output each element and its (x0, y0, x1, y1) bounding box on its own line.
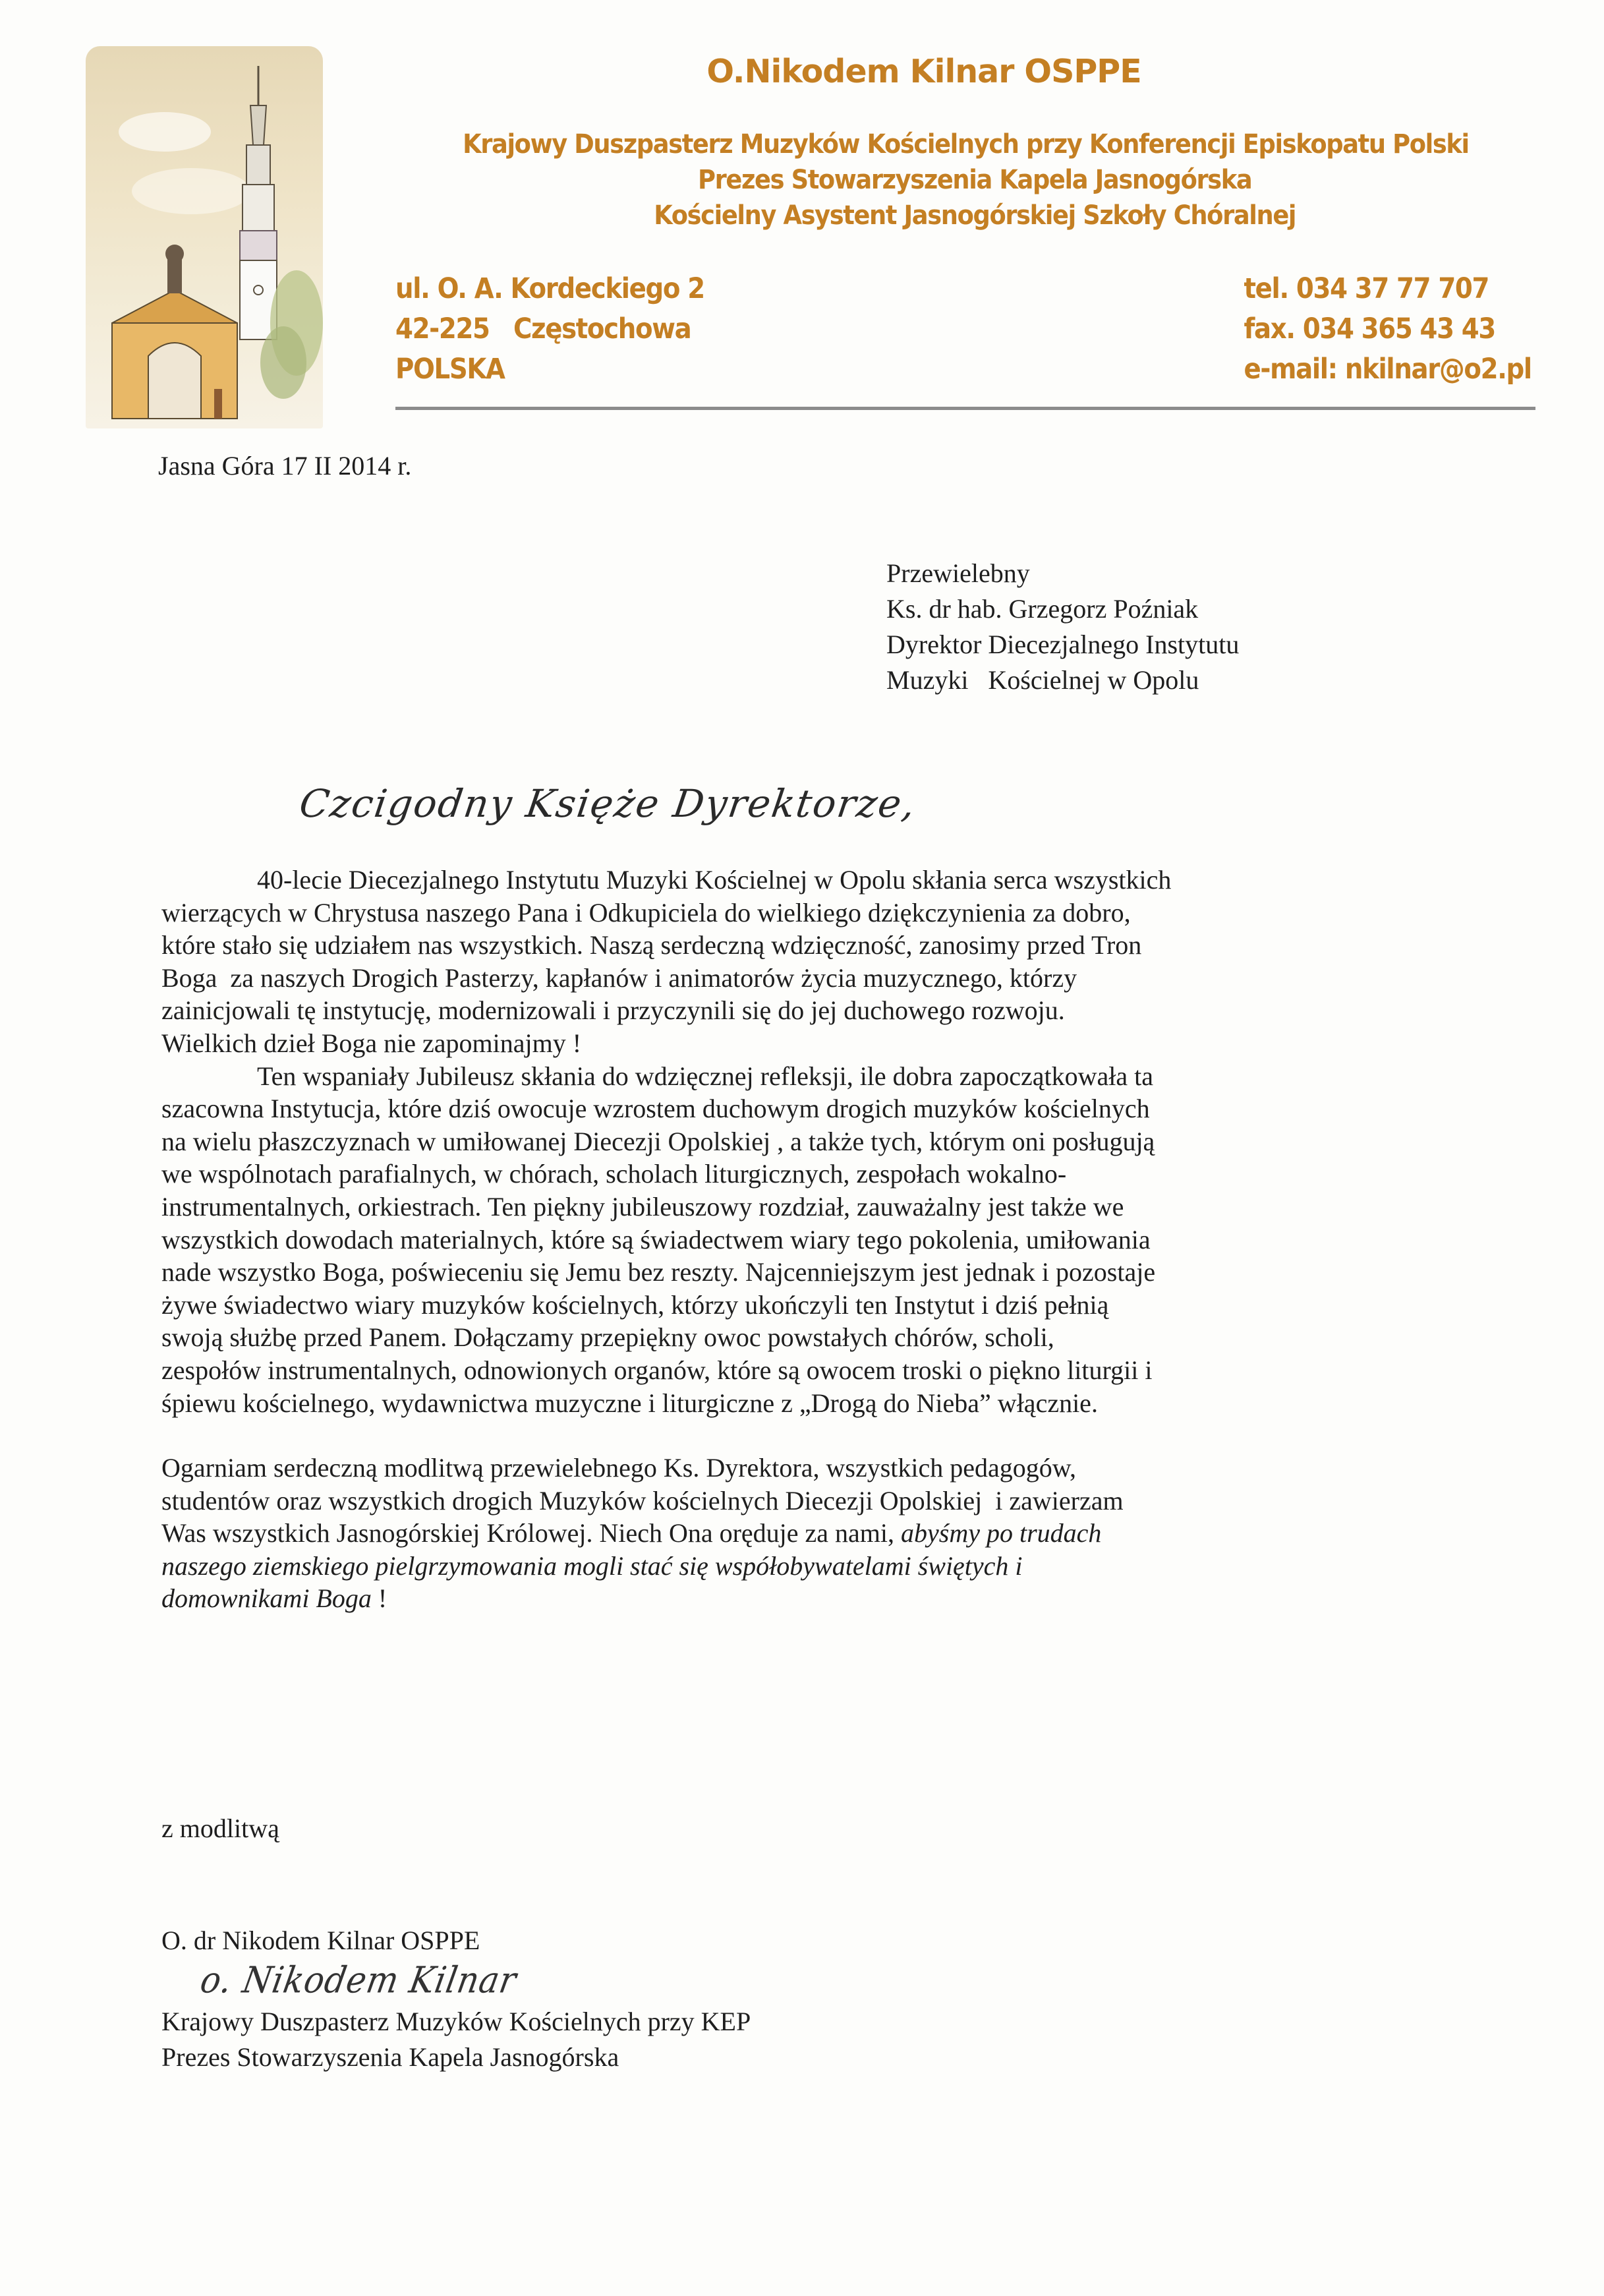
signatory-name: O. dr Nikodem Kilnar OSPPE (161, 1926, 480, 1955)
recipient-line: Muzyki Kościelnej w Opolu (886, 665, 1199, 695)
body-line: swoją służbę przed Panem. Dołączamy przepiękny owoc powstałych chórów, scholi, (161, 1322, 1054, 1353)
recipient-line: Ks. dr hab. Grzegorz Poźniak (886, 594, 1199, 624)
body-line: Ten wspaniały Jubileusz skłania do wdzięcznej refleksji, ile dobra zapoczątkowała ta (257, 1061, 1153, 1091)
letterhead-title-1: Krajowy Duszpasterz Muzyków Kościelnych przy Konferencji Episkopatu Polski (463, 129, 1469, 160)
signatory-role: Prezes Stowarzyszenia Kapela Jasnogórska (161, 2042, 619, 2072)
letterhead-title-2: Prezes Stowarzyszenia Kapela Jasnogórska (698, 165, 1252, 195)
address-city: 42-225 Częstochowa (395, 312, 691, 345)
body-line: 40-lecie Diecezjalnego Instytutu Muzyki Kościelnej w Opolu skłania serca wszystkich (257, 865, 1172, 895)
body-line: Boga za naszych Drogich Pasterzy, kapłanów i animatorów życia muzycznego, którzy (161, 962, 1077, 993)
handwritten-signature: o. Nikodem Kilnar (197, 1959, 520, 2001)
body-line (161, 1582, 1453, 1615)
recipient-line: Dyrektor Diecezjalnego Instytutu (886, 630, 1240, 659)
contact-fax: fax. 034 365 43 43 (1244, 312, 1496, 345)
letter-date: Jasna Góra 17 II 2014 r. (158, 451, 412, 481)
body-line: instrumentalnych, orkiestrach. Ten piękny jubileuszowy rozdział, zauważalny jest także we (161, 1191, 1124, 1222)
body-line: studentów oraz wszystkich drogich Muzyków kościelnych Diecezji Opolskiej i zawierzam (161, 1485, 1124, 1516)
address-street: ul. O. A. Kordeckiego 2 (395, 272, 704, 305)
contact-email[interactable]: e-mail: nkilnar@o2.pl (1244, 353, 1532, 386)
paragraph-1 (161, 864, 1453, 1060)
body-line: Wielkich dzieł Boga nie zapominajmy ! (161, 1028, 582, 1058)
body-line: nade wszystko Boga, poświeceniu się Jemu bez reszty. Najcenniejszym jest jednak i pozostaje (161, 1257, 1156, 1287)
signatory-role: Krajowy Duszpasterz Muzyków Kościelnych przy KEP (161, 2007, 751, 2036)
letter-body (161, 864, 1453, 1615)
recipient-block (886, 556, 1239, 698)
signatory-roles (161, 2004, 751, 2075)
letterhead-title-3: Kościelny Asystent Jasnogórskiej Szkoły Chóralnej (654, 200, 1296, 231)
contact-phone: tel. 034 37 77 707 (1244, 272, 1489, 305)
body-line: zainicjowali tę instytucję, modernizowali i przyczynili się do jej duchowego rozwoju. (161, 995, 1065, 1026)
body-text-italic: abyśmy po trudach (901, 1518, 1102, 1548)
paragraph-3 (161, 1452, 1453, 1615)
body-line: śpiewu kościelnego, wydawnictwa muzyczne i liturgiczne z „Drogą do Nieba” włącznie. (161, 1388, 1098, 1418)
letterhead-divider (395, 407, 1535, 410)
body-line: Ogarniam serdeczną modlitwą przewielebnego Ks. Dyrektora, wszystkich pedagogów, (161, 1453, 1077, 1483)
body-line: żywe świadectwo wiary muzyków kościelnych, którzy ukończyli ten Instytut i dziś pełnią (161, 1289, 1109, 1320)
jasna-gora-drawing (86, 46, 323, 428)
body-line: wierzących w Chrystusa naszego Pana i Odkupiciela do wielkiego dziękczynienia za dobro, (161, 897, 1131, 927)
body-line: na wielu płaszczyznach w umiłowanej Diecezji Opolskiej , a także tych, którym oni posługują (161, 1126, 1155, 1156)
body-line: naszego ziemskiego pielgrzymowania mogli stać się współobywatelami świętych i (161, 1550, 1023, 1581)
body-line: we wspólnotach parafialnych, w chórach, scholach liturgicznych, zespołach wokalno- (161, 1159, 1067, 1189)
paragraph-gap (161, 1419, 1453, 1452)
handwritten-salutation: Czcigodny Księże Dyrektorze, (297, 781, 919, 826)
recipient-line: Przewielebny (886, 558, 1030, 588)
body-line (161, 1517, 1453, 1550)
body-text-italic: domownikami Boga (161, 1583, 372, 1614)
body-line: zespołów instrumentalnych, odnowionych organów, które są owocem troski o piękno liturgii i (161, 1355, 1153, 1385)
body-line: wszystkich dowodach materialnych, które są świadectwem wiary tego pokolenia, umiłowania (161, 1224, 1151, 1254)
letterhead-address (395, 269, 704, 390)
letterhead-contact (1244, 269, 1532, 390)
body-text-regular: ! (371, 1583, 387, 1614)
body-text-regular: Was wszystkich Jasnogórskiej Królowej. Niech Ona oręduje za nami, (161, 1518, 902, 1548)
letterhead-name: O.Nikodem Kilnar OSPPE (706, 53, 1141, 90)
address-country: POLSKA (395, 353, 505, 386)
closing-phrase: z modlitwą (161, 1813, 279, 1843)
body-line: szacowna Instytucja, które dziś owocuje wzrostem duchowym drogich muzyków kościelnych (161, 1094, 1150, 1124)
watercolor-illustration (86, 46, 323, 428)
paragraph-2 (161, 1060, 1453, 1420)
body-line: które stało się udziałem nas wszystkich. Naszą serdeczną wdzięczność, zanosimy przed Tron (161, 930, 1142, 960)
